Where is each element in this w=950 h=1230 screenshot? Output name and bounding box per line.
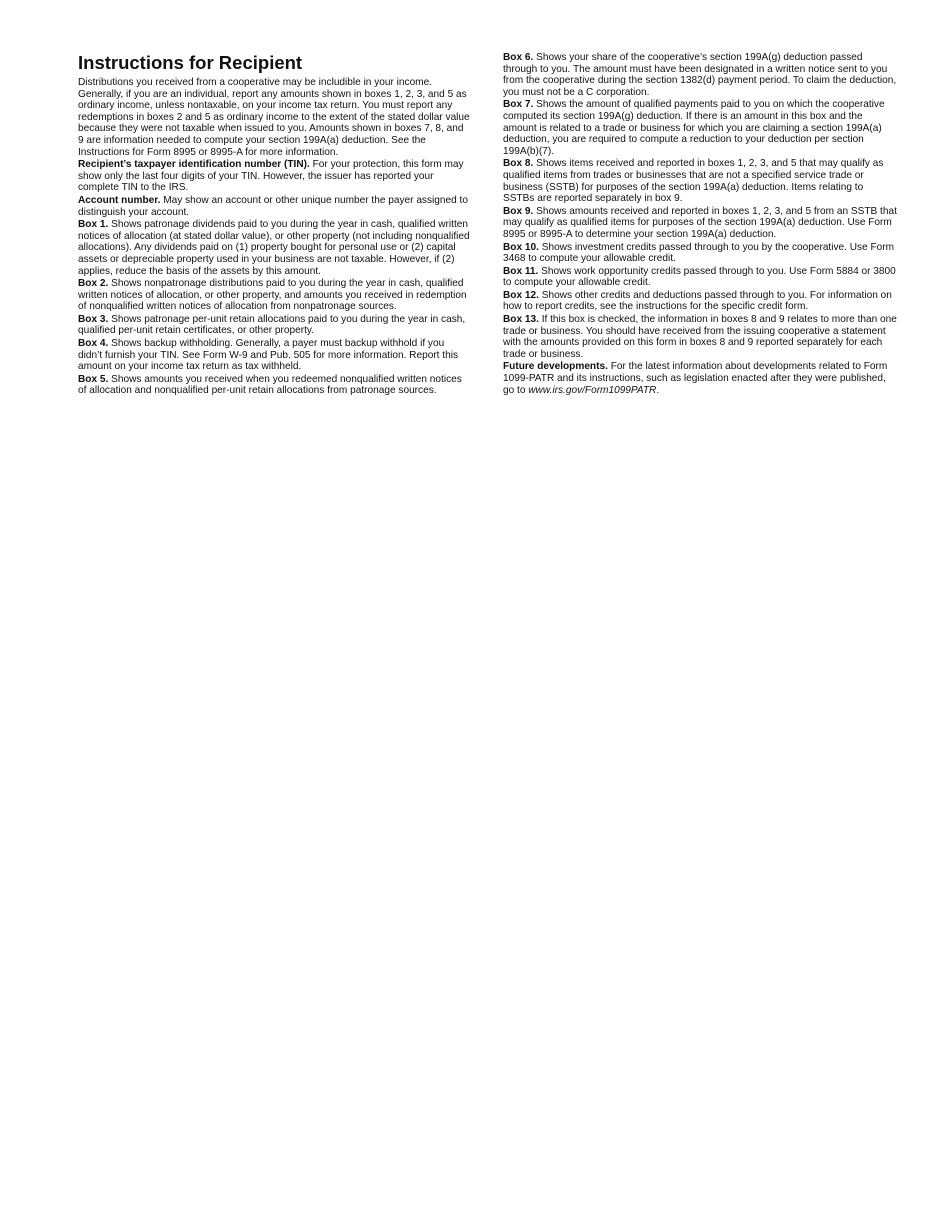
instruction-text: Shows other credits and deductions passed through to you. For information on how to report credits, see the instructions for the specific credit form.	[503, 289, 892, 313]
instruction-box-1	[78, 219, 471, 277]
instruction-box-4	[78, 338, 471, 373]
instruction-text: Shows amounts you received when you redeemed nonqualified written notices of allocation and nonqualified per-unit retain allocations from patronage sources.	[78, 373, 462, 397]
instruction-heading: Box 4.	[78, 338, 109, 350]
instruction-heading: Box 7.	[503, 99, 534, 111]
instruction-heading: Box 9.	[503, 205, 534, 217]
instruction-text: For your protection, this form may show only the last four digits of your TIN. However, the issuer has reported your complete TIN to the IRS.	[78, 159, 464, 194]
instruction-box-5	[78, 374, 471, 397]
instruction-text: Shows backup withholding. Generally, a payer must backup withhold if you didn’t furnish your TIN. See Form W-9 and Pub. 505 for more information. Report this amount on your income tax return as tax withheld.	[78, 338, 458, 373]
instruction-heading: Box 5.	[78, 373, 109, 385]
instruction-box-13	[503, 314, 897, 360]
instruction-text: Shows amounts received and reported in boxes 1, 2, 3, and 5 from an SSTB that may qualify as qualified items for purposes of the section 199A(a) deduction. Use Form 8995 or 8995-A to determine your section 199A(a) deduction.	[503, 205, 897, 240]
left-items	[78, 159, 471, 397]
instruction-box-9	[503, 206, 897, 241]
instruction-text: Shows work opportunity credits passed through to you. Use Form 5884 or 3800 to compute your allowable credit.	[503, 265, 896, 289]
page-title: Instructions for Recipient	[78, 52, 303, 73]
left-column	[78, 52, 471, 398]
instruction-text: Shows nonpatronage distributions paid to you during the year in cash, qualified written notices of allocation, or other property, and amounts you received in redemption of nonqualified written notices of allocation from nonpatronage sources.	[78, 278, 467, 313]
instruction-heading: Recipient’s taxpayer identification number (TIN).	[78, 159, 310, 171]
instruction-heading: Box 1.	[78, 219, 109, 231]
instruction-text: If this box is checked, the information in boxes 8 and 9 relates to more than one trade or business. You should have received from the issuing cooperative a statement with the amounts provided on this form in boxes 8 and 9 reported separately for each trade or business.	[503, 314, 897, 360]
instruction-text: Shows items received and reported in boxes 1, 2, 3, and 5 that may qualify as qualified items from trades or businesses that are not a specified service trade or business (SSTB) for purposes of the section 199A(a) deduction. Items relating to SSTBs are reported separately in box 9.	[503, 158, 884, 205]
instruction-text: May show an account or other unique number the payer assigned to distinguish your account.	[78, 194, 468, 218]
instruction-box-3	[78, 314, 471, 337]
right-items	[503, 52, 897, 360]
future-end: .	[656, 384, 660, 396]
future-developments	[503, 361, 897, 396]
instruction-heading: Box 3.	[78, 313, 109, 325]
instruction-heading: Box 8.	[503, 158, 534, 170]
instruction-box-8	[503, 158, 897, 204]
instruction-recipient-s-taxpayer-identification-number-tin	[78, 159, 471, 194]
instruction-heading: Box 10.	[503, 241, 539, 253]
instruction-box-2	[78, 278, 471, 313]
instruction-heading: Box 12.	[503, 289, 539, 301]
irs-link[interactable]: www.irs.gov/Form1099PATR	[528, 384, 657, 396]
instruction-heading: Box 6.	[503, 52, 534, 63]
instruction-text: Shows patronage dividends paid to you during the year in cash, qualified written notices of allocation (at stated dollar value), or other property (not including nonqualified allocations). Any dividends paid on (1) property bought for personal use or (2) capital assets or depreciable property used in your business are not taxable. However, if (2) applies, reduce the basis of the assets by this amount.	[78, 219, 470, 277]
instruction-box-7	[503, 99, 897, 157]
instruction-text: Shows patronage per-unit retain allocations paid to you during the year in cash, qualified per-unit retain certificates, or other property.	[78, 313, 466, 337]
instruction-box-11	[503, 266, 897, 289]
instruction-text: Shows your share of the cooperative’s section 199A(g) deduction passed through to you. The amount must have been designated in a written notice sent to you from the cooperative during the section 1382(d) payment period. To claim the deduction, you must not be a C corporation.	[503, 52, 897, 98]
instruction-heading: Box 11.	[503, 265, 539, 277]
instruction-box-6	[503, 52, 897, 98]
right-column	[503, 52, 897, 397]
intro-paragraph: Distributions you received from a cooperative may be includible in your income. Generally, if you are an individual, report any amounts shown in boxes 1, 2, 3, and 5 as ordinary income, unless nontaxable, on your income tax return. You must report any redemptions in boxes 2 and 5 as ordinary income to the extent of the stated dollar value because they were not taxable when issued to you. Amounts shown in boxes 7, 8, and 9 are information needed to compute your section 199A(a) deduction. See the Instructions for Form 8995 or 8995-A for more information.	[78, 77, 470, 158]
instruction-text: Shows the amount of qualified payments paid to you on which the cooperative computed its section 199A(g) deduction. If there is an amount in this box and the amount is related to a trade or business for which you are claiming a section 199A(a) deduction, you are required to compute a reduction to your deduction per section 199A(b)(7).	[503, 99, 885, 157]
future-text: For the latest information about developments related to Form 1099-PATR and its instructions, such as legislation enacted after they were published, go to	[503, 361, 888, 396]
instruction-heading: Box 13.	[503, 314, 539, 326]
instruction-heading: Box 2.	[78, 278, 109, 290]
instruction-box-10	[503, 242, 897, 265]
instruction-text: Shows investment credits passed through to you by the cooperative. Use Form 3468 to compute your allowable credit.	[503, 241, 895, 265]
instruction-account-number	[78, 195, 471, 218]
future-heading: Future developments.	[503, 361, 608, 373]
instruction-box-12	[503, 290, 897, 313]
instruction-heading: Account number.	[78, 194, 161, 206]
